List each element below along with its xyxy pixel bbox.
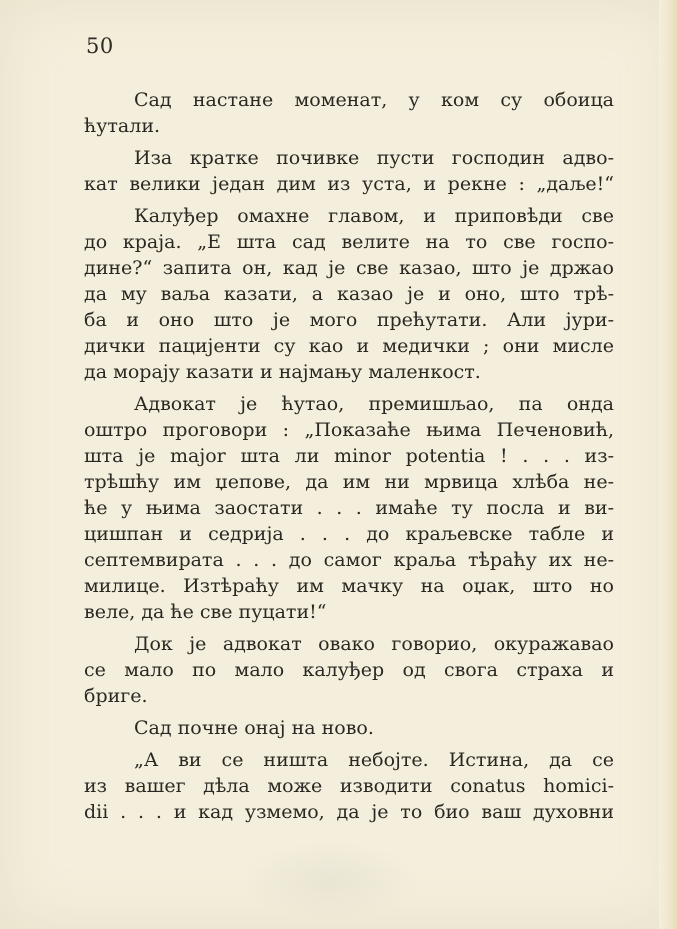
text-line: ћутали.: [84, 115, 161, 137]
text-line: оштро проговори : „Показаће њима Печеновић,: [84, 419, 614, 441]
text-line: Сад почне онај на ново.: [134, 717, 374, 739]
text-line: веле, да ће све пуцати!“: [84, 601, 327, 623]
text-line: до краја. „Е шта сад велите на то све госпо-: [84, 231, 614, 253]
paragraph: [84, 715, 614, 741]
page-edge: [659, 0, 677, 929]
paragraph: [84, 203, 614, 385]
text-line: цишпан и седрија . . . до краљевске табле и: [84, 523, 614, 545]
text-line: dii . . . и кад узмемо, да је то био ваш духовни: [84, 801, 614, 823]
text-line: шта је major шта ли minor potentia ! . . . из-: [84, 445, 614, 467]
text-line: Док је адвокат овако говорио, окуражавао: [134, 633, 614, 655]
text-line: Калуђер омахне главом, и приповѣди све: [134, 205, 614, 227]
text-line: Сад настане моменат, у ком су обоица: [134, 89, 614, 111]
page-number: 50: [86, 34, 114, 58]
text-line: ба и оно што је мого прећутати. Али јури-: [84, 309, 614, 331]
text-line: ће у њима заостати . . . имаће ту посла и ви-: [84, 497, 614, 519]
text-line: трѣшћу им џепове, да им ни мрвица хлѣба не-: [84, 471, 614, 493]
text-line: бриге.: [84, 685, 148, 707]
text-line: из вашег дѣла може изводити conatus homici-: [84, 775, 614, 797]
paragraph: [84, 145, 614, 197]
paragraph: [84, 631, 614, 709]
print-smudge: [240, 840, 420, 920]
paragraph: [84, 747, 614, 825]
text-line: да му ваља казати, а казао је и оно, што трѣ-: [84, 283, 614, 305]
text-line: септемвирата . . . до самог краља тѣраћу их не-: [84, 549, 614, 571]
text-line: дине?“ запита он, кад је све казао, што је држао: [84, 257, 614, 279]
paragraph: [84, 391, 614, 625]
text-line: милице. Изтѣраћу им мачку на оџак, што но: [84, 575, 614, 597]
paragraph: [84, 87, 614, 139]
text-line: Иза кратке почивке пусти господин адво-: [134, 147, 614, 169]
text-line: да морају казати и најмању маленкост.: [84, 361, 481, 383]
text-line: се мало по мало калуђер од свога страха и: [84, 659, 614, 681]
text-line: „А ви се ништа небојте. Истина, да се: [134, 749, 614, 771]
text-line: Адвокат је ћутао, премишљао, па онда: [134, 393, 614, 415]
body-text: [84, 87, 614, 831]
text-line: кат велики један дим из уста, и рекне : „даље!“: [84, 173, 614, 195]
text-line: дички пацијенти су као и медички ; они мисле: [84, 335, 614, 357]
